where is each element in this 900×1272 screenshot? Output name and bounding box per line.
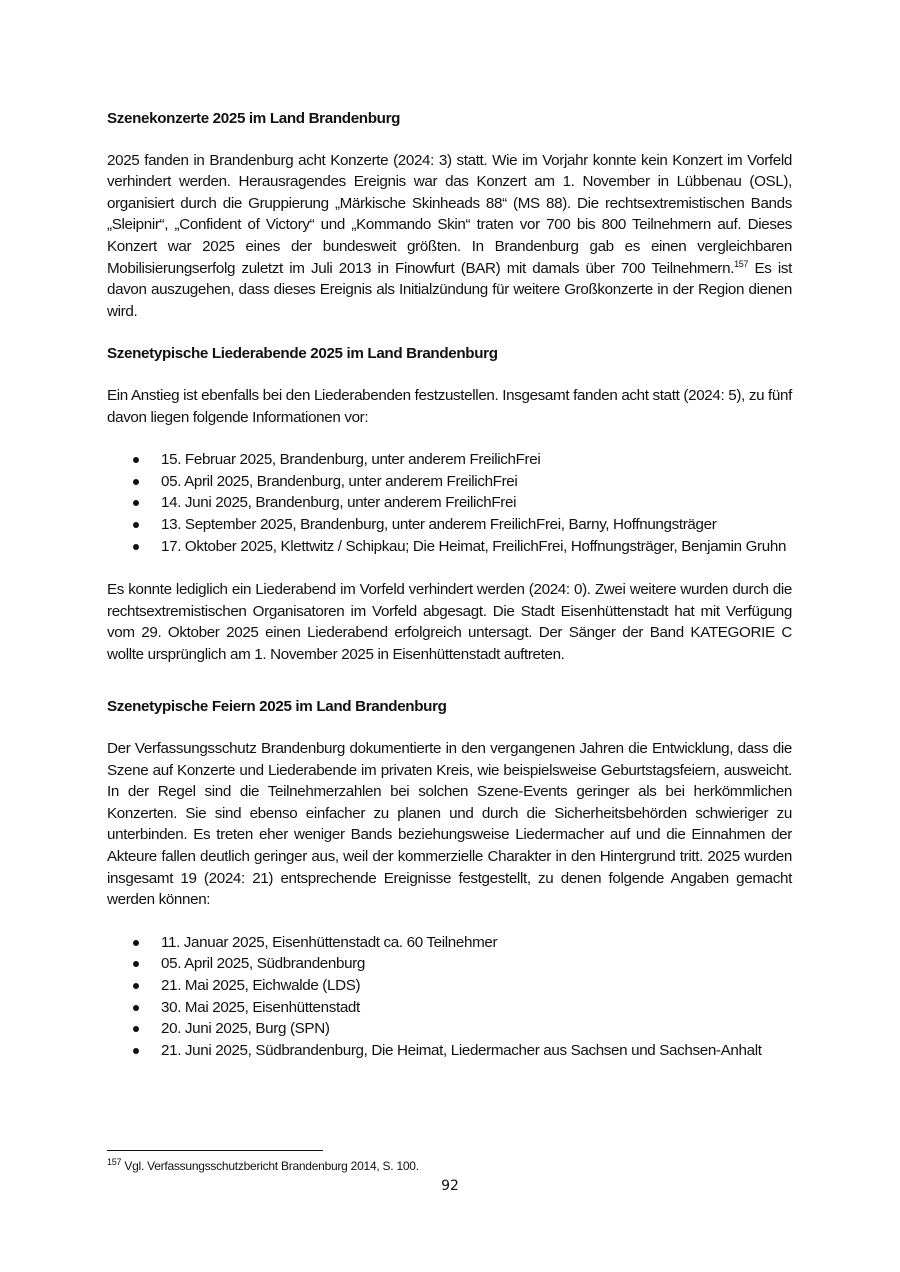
list-item (107, 514, 792, 536)
list-item (107, 1018, 792, 1040)
section-heading-liederabende: Szenetypische Liederabende 2025 im Land Brandenburg (107, 345, 498, 363)
list-item (107, 997, 792, 1019)
section-heading-feiern: Szenetypische Feiern 2025 im Land Brandenburg (107, 698, 447, 716)
list-item-text: 30. Mai 2025, Eisenhüttenstadt (161, 998, 360, 1016)
list-item-text: 17. Oktober 2025, Klettwitz / Schipkau; Die Heimat, FreilichFrei, Hoffnungsträger, Benjamin Gruhn (161, 537, 787, 555)
bullet-icon (133, 1048, 139, 1054)
list-item-text: 21. Juni 2025, Südbrandenburg, Die Heimat, Liedermacher aus Sachsen und Sachsen-Anhalt (161, 1041, 762, 1059)
paragraph-feiern-intro: Der Verfassungsschutz Brandenburg dokumentierte in den vergangenen Jahren die Entwicklung, dass die Szene auf Konzerte und Liederabende im privaten Kreis, wie beispielsweise Geburtstagsfeiern, ausweicht. In der Regel sind die Teilnehmerzahlen bei solchen Szene-Events geringer als bei herkömmlichen Konzerten. Sie sind ebenso einfacher zu planen und durch die Sicherheitsbehörden schwieriger zu unterbinden. Es treten eher weniger Bands beziehungsweise Liedermacher auf und die Einnahmen der Akteure fallen deutlich geringer aus, weil der kommerzielle Charakter in den Hintergrund tritt. 2025 wurden insgesamt 19 (2024: 21) entsprechende Ereignisse festgestellt, zu denen folgende Angaben gemacht werden können: (107, 740, 792, 909)
footnote-reference[interactable]: 157 (734, 258, 749, 269)
footnote (107, 1158, 419, 1174)
section-heading-konzerte: Szenekonzerte 2025 im Land Brandenburg (107, 110, 401, 127)
bullet-icon (133, 522, 139, 528)
list-item-text: 05. April 2025, Südbrandenburg (161, 955, 365, 973)
bullet-icon (133, 940, 139, 946)
paragraph-konzerte-text-1: 2025 fanden in Brandenburg acht Konzerte (2024: 3) statt. Wie im Vorjahr konnte kein Konzert im Vorfeld verhindert werden. Herausragendes Ereignis war das Konzert am 1. November in Lübbenau (OSL), organisiert durch die Gruppierung „Märkische Skinheads 88“ (MS 88). Die rechtsextremistischen Bands „Sleipnir“, „Confident of Victory“ und „Kommando Skin“ traten vor 700 bis 800 Teilnehmern auf. Dieses Konzert war 2025 eines der bundesweit größten. In Brandenburg gab es einen vergleichbaren Mobilisierungserfolg zuletzt im Juli 2013 in Finowfurt (BAR) mit damals über 700 Teilnehmern. (107, 151, 792, 277)
list-item-text: 11. Januar 2025, Eisenhüttenstadt ca. 60 Teilnehmer (161, 933, 498, 951)
list-item (107, 471, 792, 493)
list-item-text: 05. April 2025, Brandenburg, unter anderem FreilichFrei (161, 472, 518, 490)
section-spacer (107, 686, 792, 696)
list-item (107, 932, 792, 954)
paragraph-liederabende-outro: Es konnte lediglich ein Liederabend im Vorfeld verhindert werden (2024: 0). Zwei weitere wurden durch die rechtsextremistischen Organisatoren im Vorfeld abgesagt. Die Stadt Eisenhüttenstadt hat mit Verfügung vom 29. Oktober 2025 einen Liederabend erfolgreich untersagt. Der Sänger der Band KATEGORIE C wollte ursprünglich am 1. November 2025 in Eisenhüttenstadt auftreten. (107, 581, 792, 663)
bullet-icon (133, 457, 139, 463)
list-liederabende (107, 449, 792, 557)
list-item-text: 21. Mai 2025, Eichwalde (LDS) (161, 977, 361, 994)
document-page (107, 108, 792, 1083)
list-item (107, 1040, 792, 1062)
list-item-text: 13. September 2025, Brandenburg, unter anderem FreilichFrei, Barny, Hoffnungsträger (161, 515, 717, 533)
list-feiern (107, 932, 792, 1062)
bullet-icon (133, 479, 139, 485)
list-item (107, 536, 792, 558)
footnote-number: 157 (107, 1157, 122, 1167)
bullet-icon (133, 961, 139, 967)
paragraph-liederabende-intro: Ein Anstieg ist ebenfalls bei den Liederabenden festzustellen. Insgesamt fanden acht statt (2024: 5), zu fünf davon liegen folgende Informationen vor: (107, 386, 792, 426)
list-item (107, 492, 792, 514)
paragraph-konzerte-text-2: Es ist davon auszugehen, dass dieses Ereignis als Initialzündung für weitere Großkonzerte in der Region dienen wird. (107, 259, 792, 320)
footnote-divider (107, 1150, 323, 1151)
bullet-icon (133, 1005, 139, 1011)
bullet-icon (133, 1026, 139, 1032)
bullet-icon (133, 544, 139, 550)
bullet-icon (133, 983, 139, 989)
list-item (107, 975, 792, 997)
page-number: 92 (441, 1178, 459, 1194)
list-item (107, 449, 792, 471)
list-item-text: 15. Februar 2025, Brandenburg, unter anderem FreilichFrei (161, 451, 541, 469)
paragraph-konzerte (107, 150, 792, 323)
list-item (107, 953, 792, 975)
list-item-text: 14. Juni 2025, Brandenburg, unter anderem FreilichFrei (161, 494, 517, 512)
footnote-text: Vgl. Verfassungsschutzbericht Brandenburg 2014, S. 100. (121, 1159, 419, 1173)
list-item-text: 20. Juni 2025, Burg (SPN) (161, 1020, 330, 1038)
bullet-icon (133, 500, 139, 506)
